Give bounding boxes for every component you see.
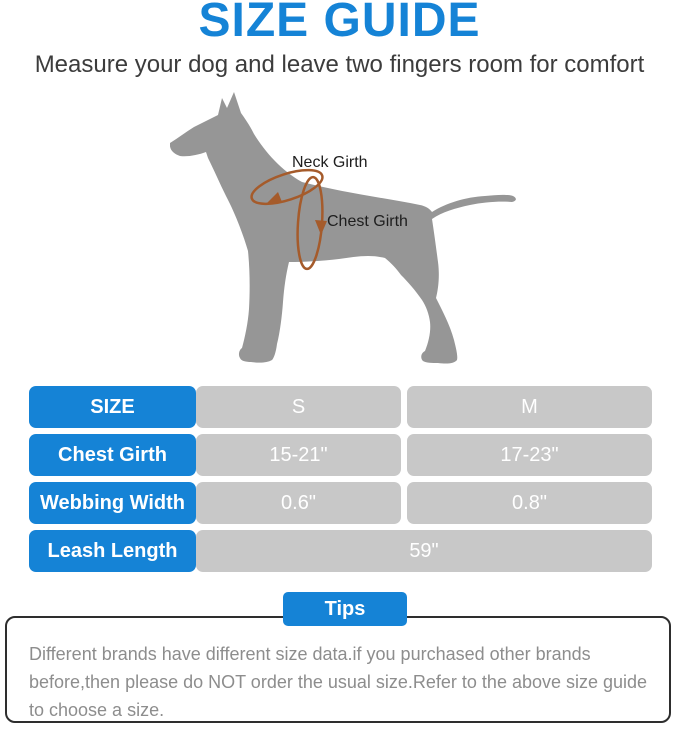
dog-measurement-diagram [170,92,532,378]
row-label-chest-girth: Chest Girth [29,434,196,476]
table-row-leash-length [29,530,652,572]
table-row-chest-girth [29,434,652,476]
column-header-s: S [196,386,401,428]
page-subtitle: Measure your dog and leave two fingers room for comfort [34,51,645,78]
table-header-row [29,386,652,428]
column-header-m: M [407,386,652,428]
size-table [29,386,652,578]
neck-girth-label: Neck Girth [292,154,368,171]
webbing-width-value-m: 0.8" [407,482,652,524]
chest-girth-label: Chest Girth [327,213,408,230]
webbing-width-value-s: 0.6" [196,482,401,524]
tips-box [5,616,671,723]
table-row-webbing-width [29,482,652,524]
chest-girth-value-s: 15-21" [196,434,401,476]
leash-length-value: 59" [196,530,652,572]
page-title: SIZE GUIDE [198,0,481,47]
row-label-webbing-width: Webbing Width [29,482,196,524]
tips-badge: Tips [283,592,407,626]
tips-text: Different brands have different size data.if you purchased other brands before,then please do NOT order the usual size.Refer to the above size guide to choose a size. [29,644,648,720]
size-header-cell: SIZE [29,386,196,428]
chest-girth-value-m: 17-23" [407,434,652,476]
row-label-leash-length: Leash Length [29,530,196,572]
dog-silhouette-graphic [170,92,532,378]
